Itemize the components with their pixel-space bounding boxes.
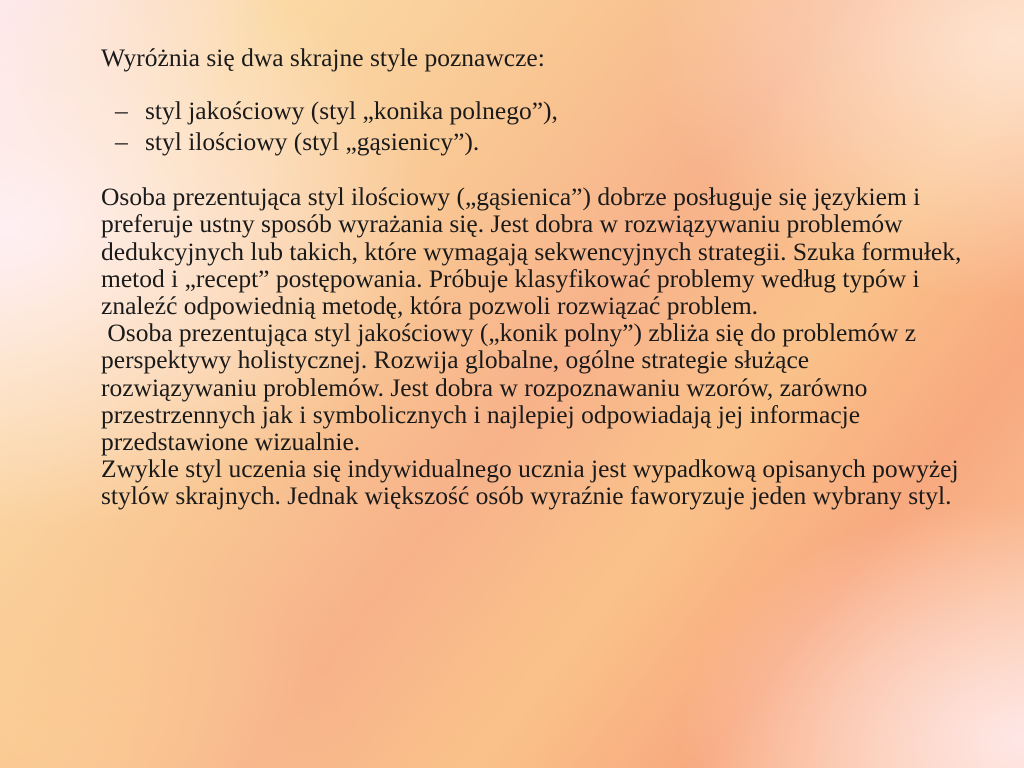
bullet-item [115, 95, 971, 126]
slide-content [101, 44, 971, 510]
bullet-text: styl jakościowy (styl „konika polnego”), [145, 96, 558, 126]
paragraph-quantitative-style: Osoba prezentująca styl ilościowy („gąsienica”) dobrze posługuje się językiem i preferuje ustny sposób wyrażania się. Jest dobra w rozwiązywaniu problemów dedukcyjnych lub takich, które wymagają sekwencyjnych strategii. Szuka formułek, metod i „recept” postępowania. Próbuje klasyfikować problemy według typów i znaleźć odpowiednią metodę, która pozwoli rozwiązać problem. [101, 182, 962, 321]
bullet-text: styl ilościowy (styl „gąsienicy”). [145, 127, 480, 157]
bullet-item [115, 126, 971, 157]
bullet-dash: – [115, 96, 128, 126]
paragraph-qualitative-style: Osoba prezentująca styl jakościowy („konik polny”) zbliża się do problemów z perspektywy holistycznej. Rozwija globalne, ogólne strategie służące rozwiązywaniu problemów. Jest dobra w rozpoznawaniu wzorów, zarówno przestrzennych jak i symbolicznych i najlepiej odpowiadają jej informacje przedstawione wizualnie. [101, 318, 923, 457]
bullet-list [101, 95, 971, 157]
intro-text: Wyróżnia się dwa skrajne style poznawcze: [101, 43, 545, 72]
paragraph-summary: Zwykle styl uczenia się indywidualnego ucznia jest wypadkową opisanych powyżej stylów skrajnych. Jednak większość osób wyraźnie faworyzuje jeden wybrany styl. [101, 454, 959, 511]
bullet-dash: – [115, 127, 128, 157]
